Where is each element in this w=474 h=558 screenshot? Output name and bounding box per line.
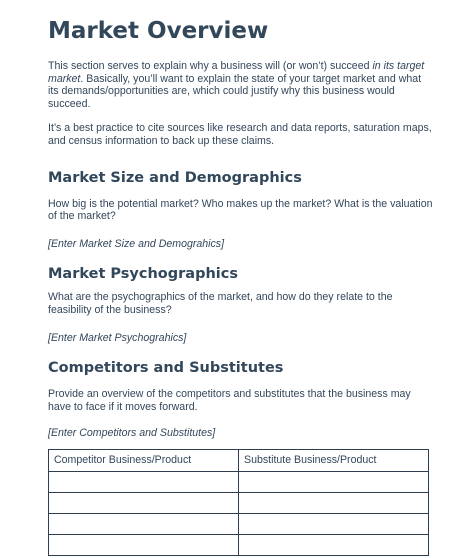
intro-text-start: This section serves to explain why a business will (or won’t) succeed	[48, 60, 373, 72]
table-cell-competitor[interactable]	[49, 513, 239, 534]
table-cell-substitute[interactable]	[239, 513, 429, 534]
table-cell-competitor[interactable]	[49, 471, 239, 492]
section-question-market-size: How big is the potential market? Who makes up the market? What is the valuation of the market?	[48, 197, 433, 223]
table-cell-substitute[interactable]	[239, 534, 429, 555]
cite-sources-paragraph: It’s a best practice to cite sources like research and data reports, saturation maps, and census information to back up these claims.	[48, 122, 432, 147]
intro-italic-text: in its target market	[48, 60, 425, 85]
intro-paragraph	[48, 60, 434, 110]
table-row	[49, 513, 429, 534]
table-row	[49, 534, 429, 555]
column-header-substitute: Substitute Business/Product	[239, 449, 429, 471]
table-row	[49, 471, 429, 492]
section-question-competitors: Provide an overview of the competitors and substitutes that the business may have to face if it moves forward.	[48, 388, 411, 413]
table-cell-competitor[interactable]	[49, 492, 239, 513]
table-header-row	[49, 449, 429, 471]
placeholder-competitors[interactable]: [Enter Competitors and Substitutes]	[48, 427, 216, 440]
placeholder-market-size[interactable]: [Enter Market Size and Demograhics]	[48, 237, 225, 250]
competitors-table	[48, 449, 429, 556]
intro-text-end: . Basically, you’ll want to explain the state of your target market and what its demands/opportunities are, which could justify why this business would succeed.	[48, 72, 422, 110]
table-cell-substitute[interactable]	[239, 471, 429, 492]
column-header-competitor: Competitor Business/Product	[49, 449, 239, 471]
placeholder-psychographics[interactable]: [Enter Market Psychograhics]	[48, 331, 187, 344]
section-heading-competitors: Competitors and Substitutes	[48, 360, 284, 377]
page-title: Market Overview	[48, 18, 269, 44]
section-question-psychographics: What are the psychographics of the market, and how do they relate to the feasibility of the business?	[48, 291, 393, 316]
table-cell-substitute[interactable]	[239, 492, 429, 513]
table-row	[49, 492, 429, 513]
section-heading-market-size: Market Size and Demographics	[48, 169, 302, 186]
table-cell-competitor[interactable]	[49, 534, 239, 555]
section-heading-psychographics: Market Psychographics	[48, 266, 238, 283]
